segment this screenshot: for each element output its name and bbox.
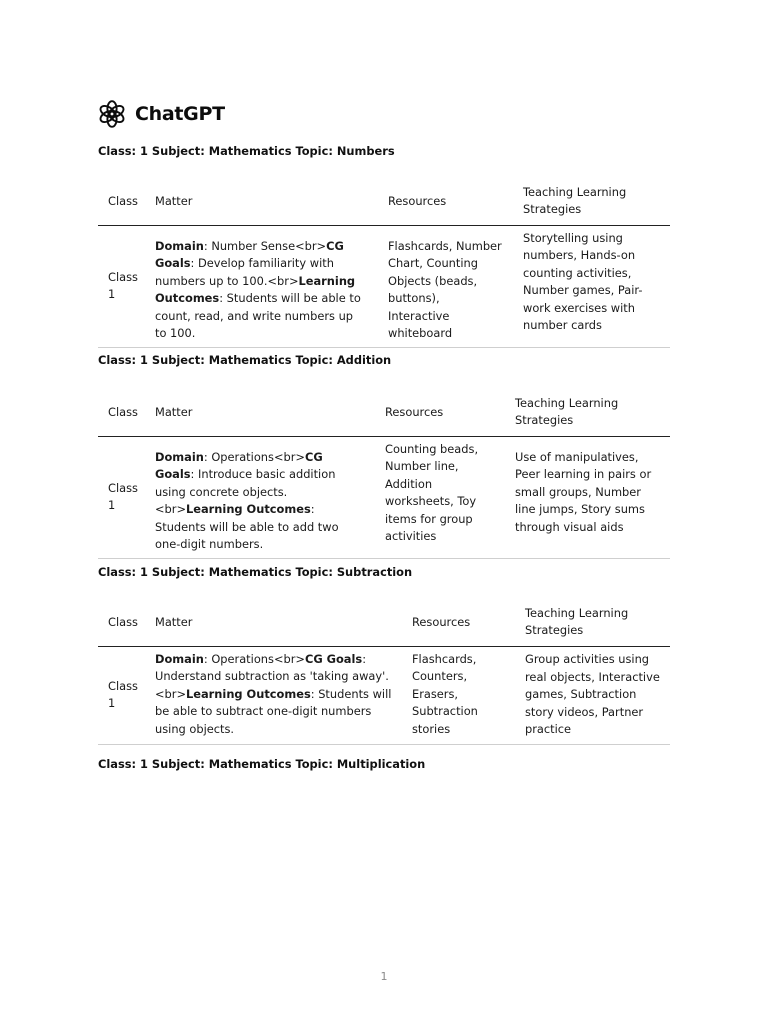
- table-header-row: [98, 178, 670, 225]
- cell-matter: [145, 225, 378, 347]
- goals-text: : Understand subtraction as 'taking away'.<br>: [155, 651, 389, 701]
- column-header-class: Class: [98, 389, 145, 436]
- brand-name: ChatGPT: [135, 103, 225, 125]
- section-title-addition: Class: 1 Subject: Mathematics Topic: Addition: [98, 353, 392, 367]
- column-header-class: Class: [98, 178, 145, 225]
- column-header-class: Class: [98, 599, 145, 646]
- lesson-table-addition: [98, 389, 670, 559]
- table-header-row: [98, 389, 670, 436]
- column-header-matter: Matter: [145, 178, 378, 225]
- outcomes-label: Learning Outcomes: [186, 686, 311, 701]
- cell-matter: [145, 646, 402, 744]
- cell-class: Class 1: [98, 646, 145, 744]
- column-header-strategies: Teaching Learning Strategies: [505, 389, 670, 436]
- cell-strategies: Use of manipulatives, Peer learning in pairs or small groups, Number line jumps, Story sums through visual aids: [505, 436, 670, 558]
- cell-resources: Flashcards, Counters, Erasers, Subtraction stories: [402, 646, 515, 744]
- section-title-multiplication: Class: 1 Subject: Mathematics Topic: Multiplication: [98, 757, 426, 771]
- column-header-strategies: Teaching Learning Strategies: [513, 178, 670, 225]
- cell-resources: Counting beads, Number line, Addition worksheets, Toy items for group activities: [375, 436, 505, 558]
- column-header-resources: Resources: [402, 599, 515, 646]
- outcomes-text: : Students will be able to count, read, and write numbers up to 100.: [155, 291, 361, 340]
- domain-text: : Number Sense<br>: [203, 238, 327, 253]
- lesson-table-subtraction: [98, 599, 670, 745]
- outcomes-text: : Students will be able to add two one-digit numbers.: [155, 502, 339, 551]
- table-row: [98, 225, 670, 347]
- goals-text: : Develop familiarity with numbers up to 100.<br>: [155, 256, 334, 288]
- goals-text: : Introduce basic addition using concrete objects.<br>: [155, 467, 336, 516]
- column-header-matter: Matter: [145, 389, 375, 436]
- domain-text: : Operations<br>: [203, 449, 305, 464]
- column-header-resources: Resources: [375, 389, 505, 436]
- goals-label: CG Goals: [155, 238, 344, 270]
- section-title-numbers: Class: 1 Subject: Mathematics Topic: Numbers: [98, 144, 395, 158]
- table-row: [98, 646, 670, 744]
- table-row: [98, 436, 670, 558]
- cell-strategies: Group activities using real objects, Interactive games, Subtraction story videos, Partner practice: [515, 646, 670, 744]
- outcomes-text: : Students will be able to subtract one-digit numbers using objects.: [155, 686, 392, 736]
- lesson-table-numbers: [98, 178, 670, 348]
- column-header-strategies: Teaching Learning Strategies: [515, 599, 670, 646]
- domain-label: Domain: [155, 238, 204, 253]
- cell-class: Class 1: [98, 436, 145, 558]
- goals-label: CG Goals: [304, 651, 363, 666]
- cell-resources: Flashcards, Number Chart, Counting Objects (beads, buttons), Interactive whiteboard: [378, 225, 513, 347]
- openai-logo-icon: [98, 100, 126, 128]
- outcomes-label: Learning Outcomes: [155, 273, 356, 305]
- goals-label: CG Goals: [155, 449, 323, 481]
- cell-matter: [145, 436, 375, 558]
- section-title-subtraction: Class: 1 Subject: Mathematics Topic: Subtraction: [98, 565, 413, 579]
- column-header-matter: Matter: [145, 599, 402, 646]
- table-header-row: [98, 599, 670, 646]
- cell-strategies: Storytelling using numbers, Hands-on counting activities, Number games, Pair-work exercises with number cards: [513, 225, 670, 347]
- cell-class: Class 1: [98, 225, 145, 347]
- brand-header: [98, 98, 225, 130]
- domain-label: Domain: [155, 651, 204, 666]
- outcomes-label: Learning Outcomes: [186, 502, 311, 516]
- page-number: 1: [380, 970, 388, 983]
- domain-label: Domain: [155, 449, 204, 464]
- domain-text: : Operations<br>: [203, 651, 305, 666]
- column-header-resources: Resources: [378, 178, 513, 225]
